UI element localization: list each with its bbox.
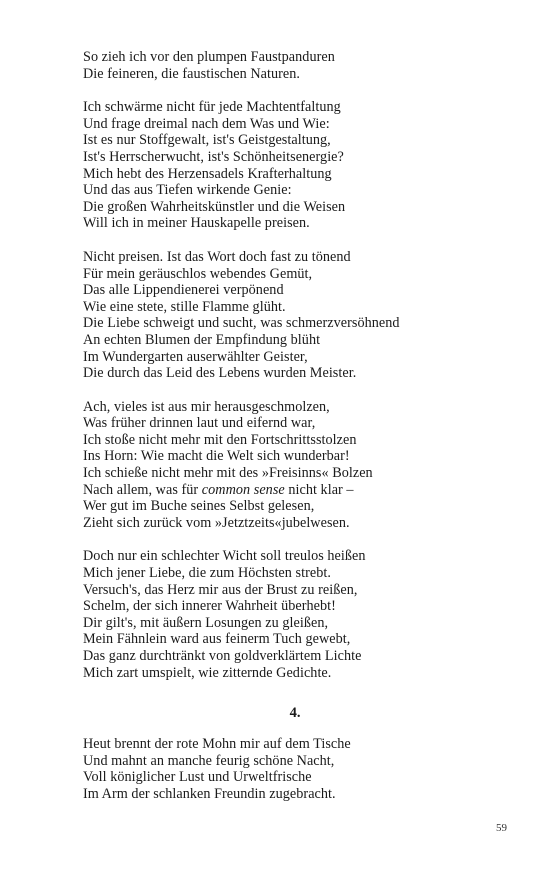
verse-line: An echten Blumen der Empfindung blüht	[83, 331, 321, 348]
verse-line: Schelm, der sich innerer Wahrheit überhebt!	[83, 598, 336, 615]
verse-line: Heut brennt der rote Mohn mir auf dem Tische	[83, 736, 351, 753]
verse-line: Und mahnt an manche feurig schöne Nacht,	[83, 752, 335, 769]
verse-line: Was früher drinnen laut und eifernd war,	[83, 415, 316, 432]
verse-line-with-italic	[83, 482, 523, 499]
verse-line: Ist es nur Stoffgewalt, ist's Geistgestaltung,	[83, 132, 331, 149]
verse-line: Nicht preisen. Ist das Wort doch fast zu tönend	[83, 248, 351, 265]
verse-text: nicht klar –	[284, 481, 354, 498]
verse-line: Die durch das Leid des Lebens wurden Meister.	[83, 365, 357, 382]
verse-line: Ich stoße nicht mehr mit den Fortschrittsstolzen	[83, 431, 357, 448]
verse-line: Die Liebe schweigt und sucht, was schmerzversöhnend	[83, 315, 400, 332]
verse-line: Ich schwärme nicht für jede Machtentfaltung	[83, 99, 341, 116]
stanza-4	[83, 399, 523, 532]
verse-line: Ins Horn: Wie macht die Welt sich wunderbar!	[83, 448, 350, 465]
verse-text: Nach allem, was für	[83, 481, 202, 498]
verse-line: Wer gut im Buche seines Selbst gelesen,	[83, 498, 315, 515]
verse-line: Zieht sich zurück vom »Jetztzeits«jubelwesen.	[83, 514, 350, 531]
verse-line: Die feineren, die faustischen Naturen.	[83, 65, 300, 82]
stanza-2	[83, 99, 523, 232]
italic-phrase: common sense	[201, 481, 285, 498]
verse-line: Das alle Lippendienerei verpönend	[83, 282, 284, 299]
verse-line: Dir gilt's, mit äußern Losungen zu gleißen,	[83, 614, 329, 631]
verse-line: Die großen Wahrheitskünstler und die Weisen	[83, 198, 346, 215]
verse-line: Das ganz durchtränkt von goldverklärtem Lichte	[83, 648, 362, 664]
verse-line: Voll königlicher Lust und Urweltfrische	[83, 769, 312, 786]
verse-line: Im Arm der schlanken Freundin zugebracht.	[83, 785, 336, 802]
verse-line: Mein Fähnlein ward aus feinerm Tuch gewebt,	[83, 631, 351, 648]
page-body	[83, 49, 523, 820]
verse-line: Mich zart umspielt, wie zitternde Gedichte.	[83, 664, 332, 681]
verse-line: Und das aus Tiefen wirkende Genie:	[83, 182, 292, 199]
verse-line: Doch nur ein schlechter Wicht soll treulos heißen	[83, 548, 366, 565]
verse-line: Ist's Herrscherwucht, ist's Schönheitsenergie?	[83, 148, 344, 165]
stanza-6	[83, 736, 523, 802]
verse-line: Wie eine stete, stille Flamme glüht.	[83, 298, 286, 315]
verse-line: Mich hebt des Herzensadels Krafterhaltung	[83, 165, 332, 182]
verse-line: Im Wundergarten auserwählter Geister,	[83, 348, 308, 365]
verse-line: Ich schieße nicht mehr mit des »Freisinns« Bolzen	[83, 465, 373, 482]
verse-line: Mich jener Liebe, die zum Höchsten strebt.	[83, 565, 331, 582]
verse-line: Für mein geräuschlos webendes Gemüt,	[83, 265, 313, 282]
verse-line: So zieh ich vor den plumpen Faustpanduren	[83, 49, 335, 65]
verse-line: Ach, vieles ist aus mir herausgeschmolzen,	[83, 398, 330, 415]
verse-line: Und frage dreimal nach dem Was und Wie:	[83, 115, 330, 132]
verse-line: Versuch's, das Herz mir aus der Brust zu reißen,	[83, 581, 358, 598]
section-number: 4.	[289, 705, 301, 722]
page-number: 59	[496, 822, 507, 834]
stanza-5	[83, 548, 523, 681]
stanza-3	[83, 249, 523, 382]
stanza-1	[83, 49, 523, 82]
verse-line: Will ich in meiner Hauskapelle preisen.	[83, 215, 310, 232]
